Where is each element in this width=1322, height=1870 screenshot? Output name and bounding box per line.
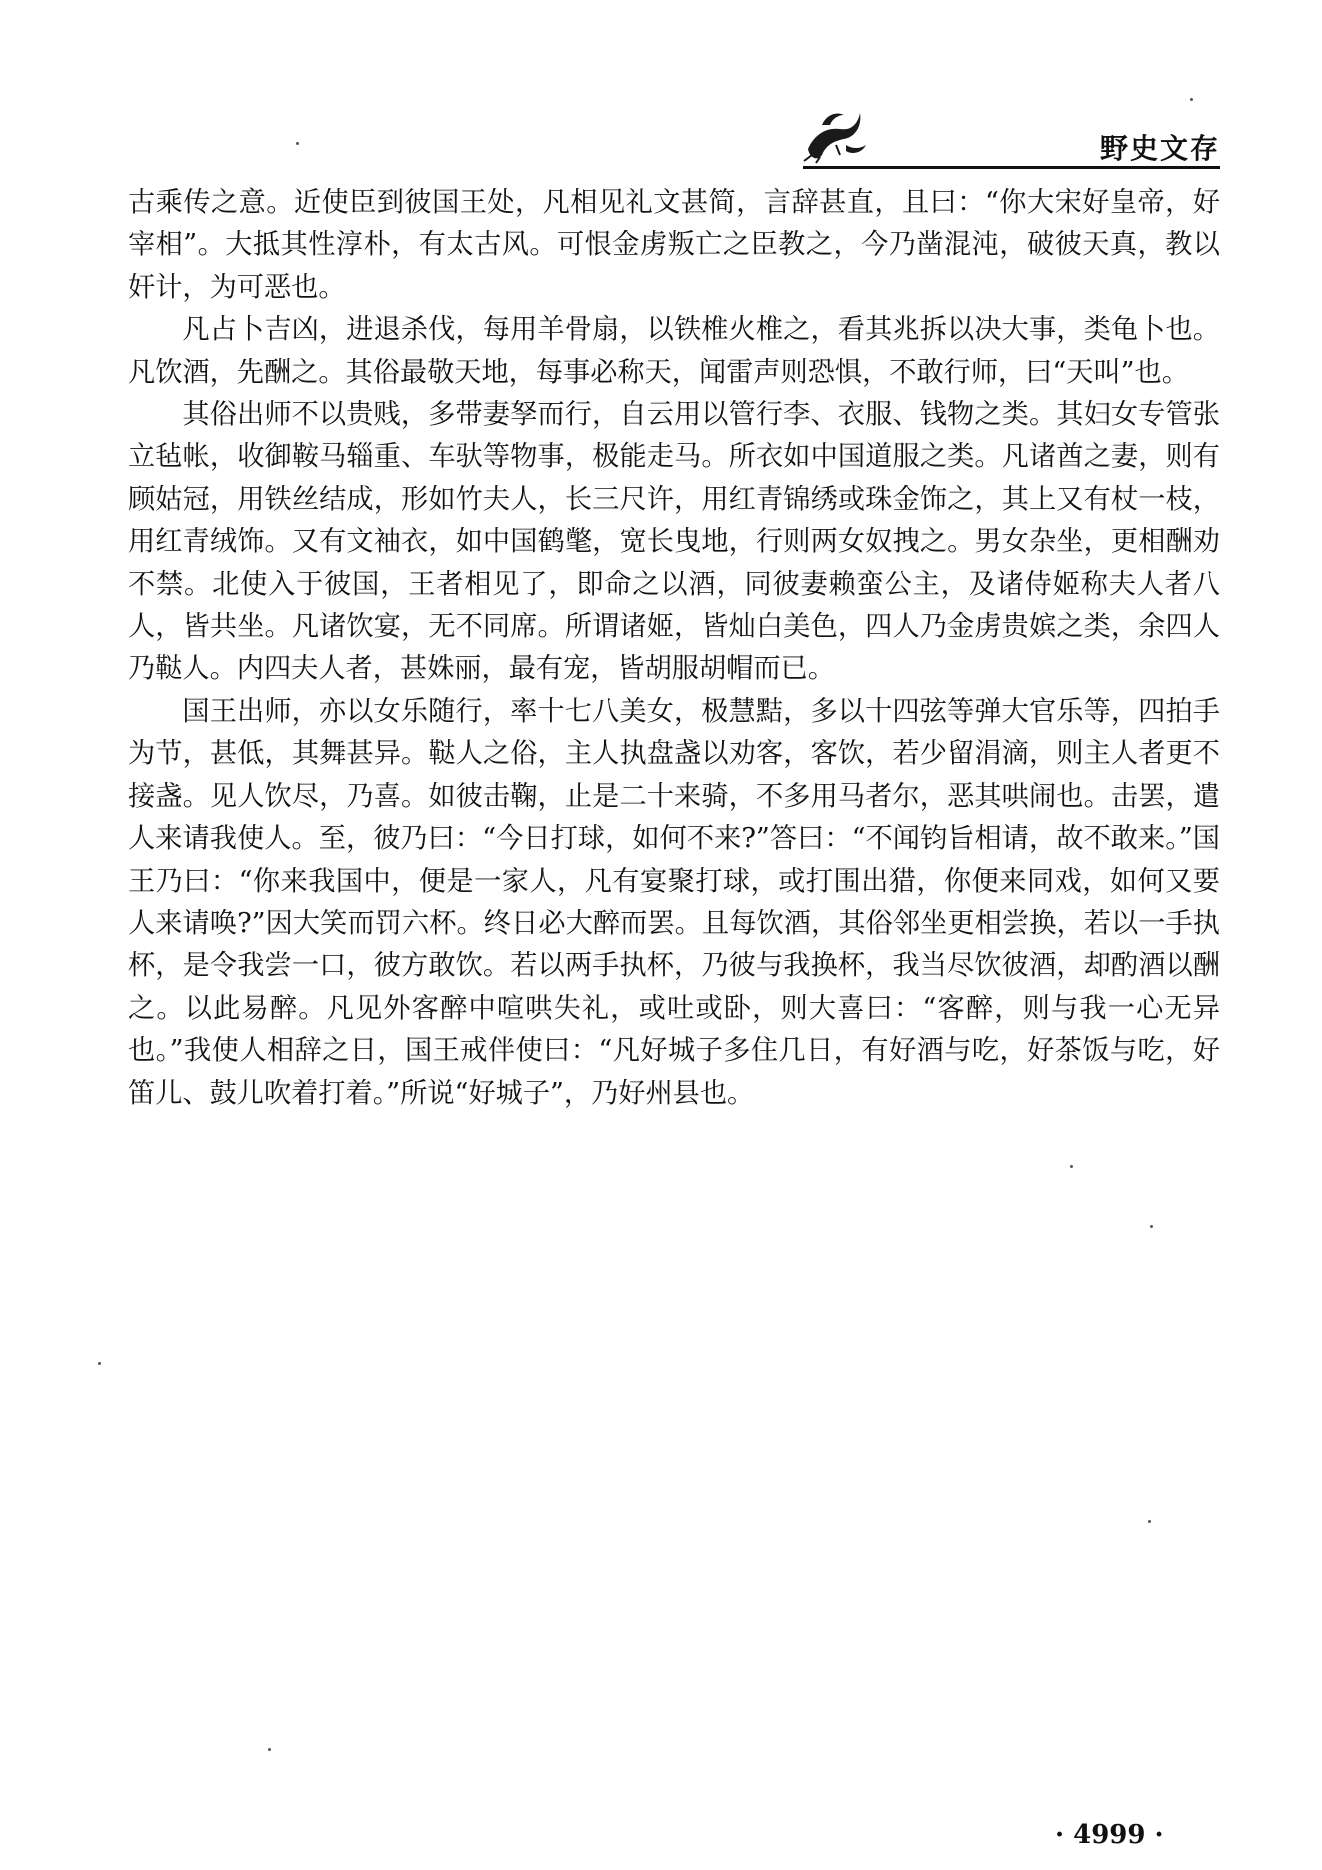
scan-speck [98,1362,101,1365]
paragraph-3: 其俗出师不以贵贱，多带妻孥而行，自云用以管行李、衣服、钱物之类。其妇女专管张立毡帐，收御鞍马辎重、车驮等物事，极能走马。所衣如中国道服之类。凡诸酋之妻，则有顾姑冠，用铁丝结成，形如竹夫人，长三尺许，用红青锦绣或珠金饰之，其上又有杖一枝，用红青绒饰。又有文袖衣，如中国鹤氅，宽长曳地，行则两女奴拽之。男女杂坐，更相酬劝不禁。北使入于彼国，王者相见了，即命之以酒，同彼妻赖蛮公主，及诸侍姬称夫人者八人，皆共坐。凡诸饮宴，无不同席。所谓诸姬，皆灿白美色，四人乃金虏贵嫔之类，余四人乃鞑人。内四夫人者，甚姝丽，最有宠，皆胡服胡帽而已。 [128,399,1220,685]
scan-speck [1148,1520,1151,1523]
paragraph-2: 凡占卜吉凶，进退杀伐，每用羊骨扇，以铁椎火椎之，看其兆拆以决大事，类龟卜也。凡饮酒，先酬之。其俗最敬天地，每事必称天，闻雷声则恐惧，不敢行师，曰“天叫”也。 [128,314,1220,388]
paragraph-1: 古乘传之意。近使臣到彼国王处，凡相见礼文甚简，言辞甚直，且曰：“你大宋好皇帝，好宰相”。大抵其性淳朴，有太古风。可恨金虏叛亡之臣教之，今乃凿混沌，破彼天真，教以奸计，为可恶也。 [128,187,1220,303]
scan-speck [296,142,299,145]
scan-speck [268,1748,271,1751]
scan-speck [1070,1165,1073,1168]
running-header-title: 野史文存 [1099,132,1220,165]
body-text [128,182,1220,1115]
scan-speck [1150,1225,1153,1228]
dragon-emblem-icon [800,105,870,165]
page-number: · 4999 · [1055,1820,1164,1850]
header-rule [803,166,1220,169]
paragraph-4: 国王出师，亦以女乐随行，率十七八美女，极慧黠，多以十四弦等弹大官乐等，四拍手为节，甚低，其舞甚异。鞑人之俗，主人执盘盏以劝客，客饮，若少留涓滴，则主人者更不接盏。见人饮尽，乃喜。如彼击鞠，止是二十来骑，不多用马者尔，恶其哄闹也。击罢，遣人来请我使人。至，彼乃曰：“今日打球，如何不来?”答曰：“不闻钧旨相请，故不敢来。”国王乃曰：“你来我国中，便是一家人，凡有宴聚打球，或打围出猎，你便来同戏，如何又要人来请唤?”因大笑而罚六杯。终日必大醉而罢。且每饮酒，其俗邻坐更相尝换，若以一手执杯，是令我尝一口，彼方敢饮。若以两手执杯，乃彼与我换杯，我当尽饮彼酒，却酌酒以酬之。以此易醉。凡见外客醉中喧哄失礼，或吐或卧，则大喜曰：“客醉，则与我一心无异也。”我使人相辞之日，国王戒伴使曰：“凡好城子多住几日，有好酒与吃，好茶饭与吃，好笛儿、鼓儿吹着打着。”所说“好城子”，乃好州县也。 [128,695,1220,1109]
scan-speck [1190,98,1193,101]
running-header [800,105,1220,165]
